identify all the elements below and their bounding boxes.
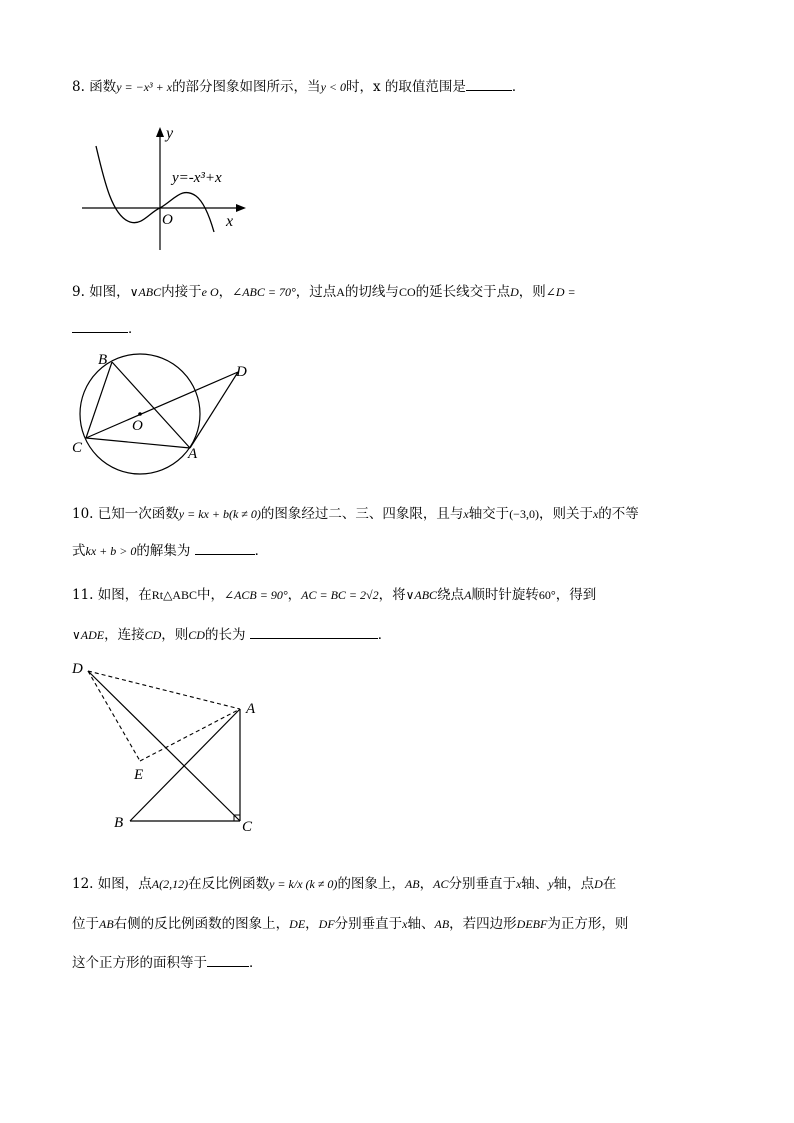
q10-line2-mid: 的解集为 <box>136 543 191 559</box>
q12-xvar: x <box>515 877 522 891</box>
q10-number: 10. <box>72 506 94 522</box>
q10-lead: 已知一次函数 <box>97 506 179 522</box>
q12-end: ． <box>249 955 263 971</box>
q8-end: ． <box>511 79 526 95</box>
q11-rotation: 60° <box>538 588 556 602</box>
q12-mid4: 轴、 <box>521 876 549 892</box>
q11-line2 <box>72 624 391 645</box>
q11-number: 11. <box>72 587 94 603</box>
q11-line2-mid3: 的长为 <box>204 627 246 643</box>
q11-figure <box>70 655 270 835</box>
q11-cd2: CD <box>188 628 205 642</box>
q9-sep: ， <box>218 284 233 300</box>
q12-ab2: AB <box>99 917 114 931</box>
q11-label-b: B <box>114 815 124 831</box>
q9-point-a: A <box>336 285 345 299</box>
q12-line2-mid2: 分别垂直于 <box>334 916 403 932</box>
q11-label-c: C <box>242 819 253 835</box>
q9-mid3: 的延长线交于点 <box>415 284 511 300</box>
q11-mid5: ，得到 <box>555 587 597 603</box>
q9-number: 9. <box>72 284 85 300</box>
q9-segment-cd <box>86 372 238 438</box>
q11-sep: ， <box>287 587 302 603</box>
q12-line2-lead: 位于 <box>72 916 99 932</box>
q12-point-d: D <box>594 877 603 891</box>
q10-answer-blank[interactable] <box>195 540 255 555</box>
q12-mid5: 轴，点 <box>553 876 595 892</box>
q11-triangle: ∨ABC <box>405 588 438 602</box>
q11-sides: AC = BC = 2√2 <box>301 588 379 602</box>
q10-line2-lead: 式 <box>72 543 86 559</box>
q9-end: ． <box>128 321 142 337</box>
q12-ab3: AB <box>434 917 450 931</box>
q9-label-c: C <box>72 440 83 456</box>
q11-segment-ea <box>140 709 240 761</box>
q12-line2-mid3: 轴、 <box>407 916 435 932</box>
q9-label-b: B <box>98 352 108 368</box>
q8-origin-label: O <box>162 212 173 228</box>
q11-segment-da <box>88 671 240 709</box>
q8-function: y = −x³ + x <box>116 80 173 94</box>
q8-graph <box>78 122 258 252</box>
q9-point-d: D <box>510 285 519 299</box>
q12-mid2: 的图象上， <box>337 876 405 892</box>
q10-function: y = kx + b(k ≠ 0) <box>178 507 261 521</box>
q12-line2-mid1: 右侧的反比例函数的图象上， <box>113 916 290 932</box>
q11-mid3: 绕点 <box>437 587 465 603</box>
q9-triangle: ∨ABC <box>129 285 162 299</box>
q12-function: y = k/x (k ≠ 0) <box>269 877 338 891</box>
q12-df: DF <box>318 917 335 931</box>
q11-line2-mid2: ，则 <box>161 627 189 643</box>
q11-line2-mid1: ，连接 <box>104 627 145 643</box>
q12-line <box>72 874 616 894</box>
q10-mid: 的图象经过二、三、四象限，且与 <box>260 506 464 522</box>
q12-answer-blank[interactable] <box>207 952 249 967</box>
q12-line2 <box>72 914 628 934</box>
q12-lead: 如图，点 <box>97 876 152 892</box>
q11-answer-blank[interactable] <box>250 624 378 639</box>
q9-figure <box>70 350 270 470</box>
q9-label-d: D <box>236 364 247 380</box>
q10-line <box>72 504 639 524</box>
q9-mid4: ，则 <box>518 284 546 300</box>
q10-inequality: kx + b > 0 <box>85 544 137 558</box>
q8-answer-blank[interactable] <box>466 76 512 91</box>
q12-ac: AC <box>433 877 449 891</box>
q9-line2 <box>72 318 142 339</box>
q11-mid4: 顺时针旋转 <box>471 587 539 603</box>
q10-tail: ，则关于 <box>538 506 593 522</box>
q11-end: ． <box>377 627 392 643</box>
q11-segment-dc <box>88 671 240 821</box>
q8-curve <box>96 146 214 232</box>
q9-line <box>72 282 576 302</box>
q9-circle: e O <box>201 285 219 299</box>
q8-mid: 的部分图象如图所示，当 <box>172 79 321 95</box>
q10-tail2: 的不等 <box>598 506 639 522</box>
q12-line2-mid4: ，若四边形 <box>449 916 517 932</box>
q8-y-arrow-icon <box>156 127 164 137</box>
q10-point: (−3,0) <box>509 507 539 521</box>
q9-angle-d: ∠D = <box>545 285 576 299</box>
q9-segment-ba <box>112 362 190 448</box>
q9-center-dot <box>138 412 142 416</box>
q11-line <box>72 585 596 605</box>
q11-label-a: A <box>246 701 256 717</box>
q8-x-label: x <box>226 213 234 230</box>
q11-cd: CD <box>144 628 162 642</box>
q12-mid6: 在 <box>602 876 617 892</box>
q12-yvar: y <box>548 877 554 891</box>
q9-co: CO <box>398 285 416 299</box>
q11-rt: Rt△ABC <box>151 588 198 602</box>
q12-mid3: 分别垂直于 <box>448 876 516 892</box>
q12-number: 12. <box>72 876 94 892</box>
q9-mid2: 的切线与 <box>344 284 399 300</box>
q11-angle: ∠ACB = 90° <box>224 588 288 602</box>
q10-mid2: 轴交于 <box>468 506 510 522</box>
q12-debf: DEBF <box>516 917 548 931</box>
q11-mid2: ，将 <box>378 587 406 603</box>
q12-point-a: A(2,12) <box>151 877 189 891</box>
q12-de: DE <box>289 917 306 931</box>
q10-xvar: x <box>463 507 469 521</box>
q9-lead: 如图， <box>89 284 130 300</box>
q10-xvar2: x <box>592 507 599 521</box>
q9-angle: ∠ABC = 70° <box>232 285 296 299</box>
q11-lead: 如图，在 <box>97 587 152 603</box>
q8-condition: y < 0 <box>320 80 346 94</box>
q8-tail: 时，x 的取值范围是 <box>346 79 466 95</box>
q8-y-label: y <box>166 125 174 142</box>
q8-line <box>72 76 525 97</box>
q8-number: 8. <box>72 79 85 95</box>
q12-line2-mid5: 为正方形，则 <box>547 916 629 932</box>
q9-segment-bc <box>86 362 112 438</box>
q12-line3 <box>72 952 263 973</box>
q12-ab: AB <box>404 877 420 891</box>
q9-answer-blank[interactable] <box>72 318 128 333</box>
q11-label-e: E <box>134 767 144 783</box>
q12-xvar2: x <box>402 917 408 931</box>
q9-tangent-ad <box>190 372 238 448</box>
q9-segment-ca <box>86 438 190 448</box>
q8-lead: 函数 <box>89 79 117 95</box>
q10-line2 <box>72 540 268 561</box>
q12-sep2: ， <box>305 916 319 932</box>
q11-mid1: 中， <box>197 587 225 603</box>
q8-curve-label: y=-x³+x <box>172 170 222 186</box>
q11-segment-de <box>88 671 140 761</box>
q12-sep: ， <box>419 876 434 892</box>
q11-label-d: D <box>72 661 83 677</box>
q11-line2-triangle: ∨ADE <box>72 628 105 642</box>
q11-point-a: A <box>464 588 472 602</box>
q8-x-arrow-icon <box>236 204 246 212</box>
q9-mid1: ，过点 <box>295 284 337 300</box>
q9-label-o: O <box>132 418 143 434</box>
q12-mid1: 在反比例函数 <box>188 876 270 892</box>
q10-end: ． <box>254 543 269 559</box>
q9-inscribed: 内接于 <box>161 284 202 300</box>
q12-line3-text: 这个正方形的面积等于 <box>72 955 207 971</box>
q9-label-a: A <box>188 446 198 462</box>
